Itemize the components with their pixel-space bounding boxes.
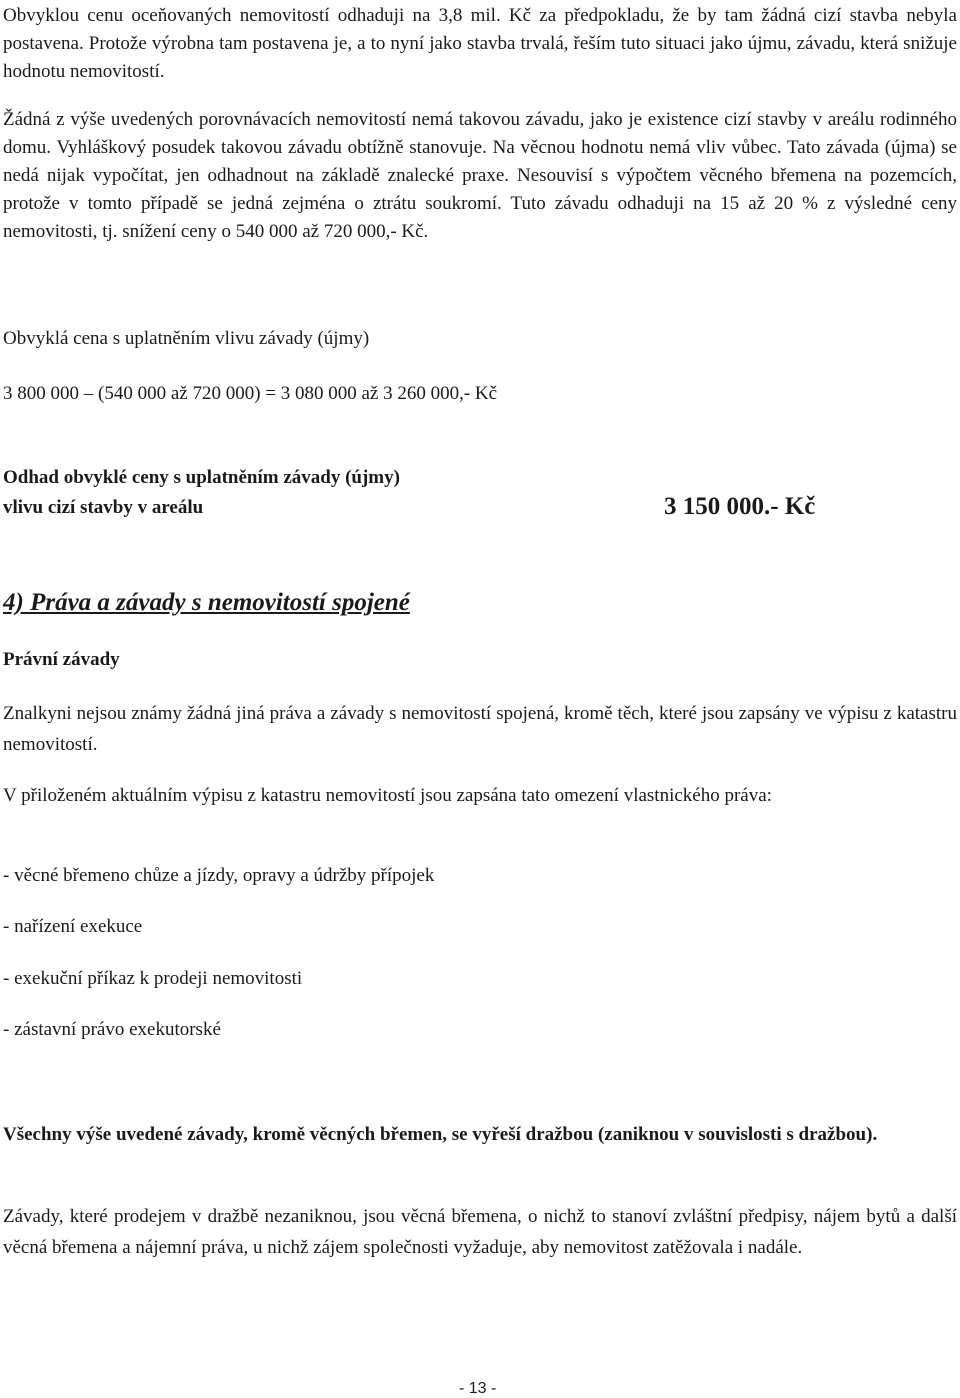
list-item: - zástavní právo exekutorské: [3, 1019, 221, 1040]
estimate-label: [3, 463, 603, 523]
defect-paragraph: Žádná z výše uvedených porovnávacích nemovitostí nemá takovou závadu, jako je existence cizí stavby v areálu rodinného domu. Vyhláškový posudek takovou závadu obtížně stanovuje. Na věcnou hodnotu nemá vliv vůbec. Tato závada (újma) se nedá nijak vypočítat, jen odhadnout na základě znalecké praxe. Nesouvisí s výpočtem věcného břemena na pozemcích, protože v tomto případě se jedná zejména o ztrátu soukromí. Tuto závadu odhaduji na 15 až 20 % z výsledné ceny nemovitosti, tj. snížení ceny o 540 000 až 720 000,- Kč.: [3, 109, 957, 242]
intro-paragraph: Obvyklou cenu oceňovaných nemovitostí odhaduji na 3,8 mil. Kč za předpokladu, že by tam žádná cizí stavba nebyla postavena. Protože výrobna tam postavena je, a to nyní jako stavba trvalá, řeším tuto situaci jako újmu, závadu, která snižuje hodnotu nemovitostí.: [3, 5, 957, 82]
list-item: - věcné břemeno chůze a jízdy, opravy a údržby přípojek: [3, 865, 435, 886]
calculation-formula: 3 800 000 – (540 000 až 720 000) = 3 080 000 až 3 260 000,- Kč: [3, 383, 498, 404]
calculation-heading: Obvyklá cena s uplatněním vlivu závady (újmy): [3, 328, 370, 349]
estimate-label-line-2: vlivu cizí stavby v areálu: [3, 497, 204, 518]
cadastre-extract-paragraph: V přiloženém aktuálním výpisu z katastru nemovitostí jsou zapsána tato omezení vlastnického práva:: [3, 785, 772, 806]
list-item: - exekuční příkaz k prodeji nemovitosti: [3, 968, 303, 989]
list-item: - nařízení exekuce: [3, 916, 143, 937]
legal-defects-subheading: Právní závady: [3, 649, 120, 670]
document-page: [3, 0, 957, 1398]
auction-resolution-paragraph: Všechny výše uvedené závady, kromě věcných břemen, se vyřeší dražbou (zaniknou v souvislosti s dražbou).: [3, 1124, 878, 1145]
section-heading: 4) Práva a závady s nemovitostí spojené: [3, 589, 410, 616]
remaining-defects-paragraph: Závady, které prodejem v dražbě nezaniknou, jsou věcná břemena, o nichž to stanoví zvláštní předpisy, nájem bytů a další věcná břemena a nájemní práva, u nichž zájem společnosti vyžaduje, aby nemovitost zatěžovala i nadále.: [3, 1206, 957, 1258]
page-number: - 13 -: [459, 1380, 497, 1397]
known-defects-paragraph: Znalkyni nejsou známy žádná jiná práva a závady s nemovitostí spojená, kromě těch, které jsou zapsány ve výpisu z katastru nemovitostí.: [3, 703, 957, 755]
estimate-label-line-1: Odhad obvyklé ceny s uplatněním závady (újmy): [3, 467, 400, 488]
estimate-value: 3 150 000.- Kč: [664, 493, 816, 520]
